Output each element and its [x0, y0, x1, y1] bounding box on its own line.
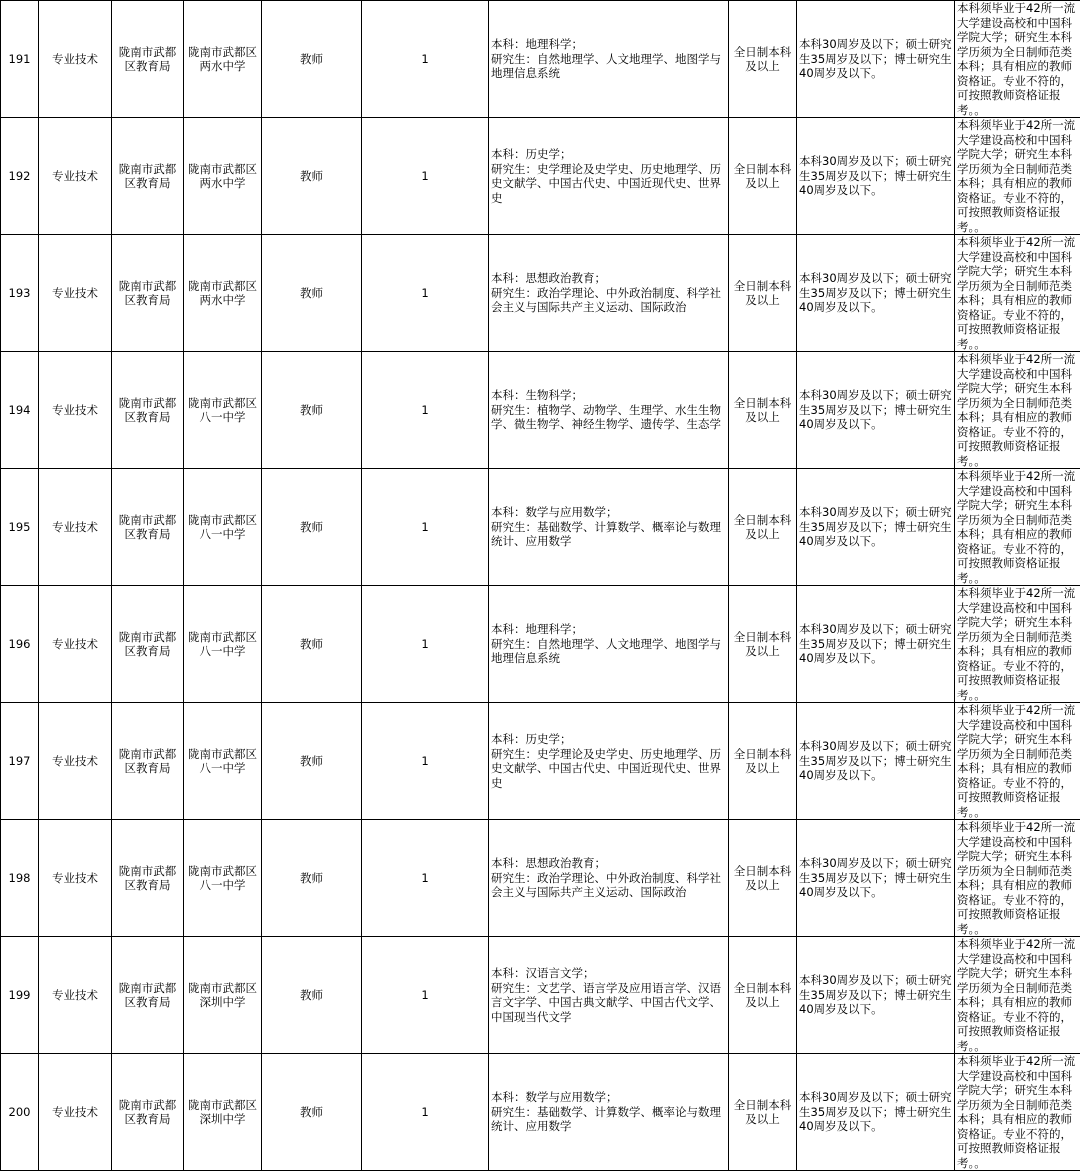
cell-count [362, 703, 489, 820]
cell-education-text: 全日制本科及以上 [734, 396, 792, 425]
cell-major [489, 586, 729, 703]
cell-count-text: 1 [421, 1105, 428, 1119]
cell-education-text: 全日制本科及以上 [734, 630, 792, 659]
cell-education [729, 352, 797, 469]
cell-category-text: 专业技术 [52, 52, 98, 66]
cell-major [489, 352, 729, 469]
cell-unit [184, 469, 262, 586]
cell-remark-text: 本科须毕业于42所一流大学建设高校和中国科学院大学；研究生本科学历须为全日制师范类本科；具有相应的教师资格证。专业不符的，可按照教师资格证报考。。 [957, 820, 1075, 936]
cell-unit [184, 937, 262, 1054]
cell-count [362, 352, 489, 469]
cell-category-text: 专业技术 [52, 169, 98, 183]
cell-remark-text: 本科须毕业于42所一流大学建设高校和中国科学院大学；研究生本科学历须为全日制师范类本科；具有相应的教师资格证。专业不符的，可按照教师资格证报考。。 [957, 1, 1075, 117]
cell-position-text: 教师 [300, 1105, 323, 1119]
cell-major [489, 937, 729, 1054]
cell-remark [955, 469, 1080, 586]
cell-department-text: 陇南市武都区教育局 [119, 864, 177, 893]
cell-unit-text: 陇南市武都区深圳中学 [188, 981, 257, 1010]
cell-count-text: 1 [421, 754, 428, 768]
cell-number-text: 192 [9, 169, 31, 183]
cell-unit-text: 陇南市武都区两水中学 [188, 45, 257, 74]
table-row [1, 1054, 1080, 1171]
cell-category-text: 专业技术 [52, 1105, 98, 1119]
cell-category [39, 235, 112, 352]
cell-age-text: 本科30周岁及以下；硕士研究生35周岁及以下；博士研究生40周岁及以下。 [799, 154, 952, 197]
cell-category-text: 专业技术 [52, 754, 98, 768]
cell-education [729, 937, 797, 1054]
cell-major-text: 本科：地理科学； 研究生：自然地理学、人文地理学、地图学与地理信息系统 [491, 37, 721, 80]
cell-unit-text: 陇南市武都区八一中学 [188, 630, 257, 659]
cell-position [262, 937, 362, 1054]
cell-age [797, 586, 955, 703]
cell-number-text: 200 [9, 1105, 31, 1119]
cell-count-text: 1 [421, 871, 428, 885]
cell-unit-text: 陇南市武都区八一中学 [188, 396, 257, 425]
cell-education-text: 全日制本科及以上 [734, 279, 792, 308]
cell-position [262, 469, 362, 586]
cell-position-text: 教师 [300, 286, 323, 300]
table-row [1, 469, 1080, 586]
cell-number [1, 469, 39, 586]
cell-education [729, 469, 797, 586]
cell-count-text: 1 [421, 52, 428, 66]
cell-major-text: 本科：历史学； 研究生：史学理论及史学史、历史地理学、历史文献学、中国古代史、中国近现代史、世界史 [491, 732, 721, 790]
cell-major-text: 本科：历史学； 研究生：史学理论及史学史、历史地理学、历史文献学、中国古代史、中国近现代史、世界史 [491, 147, 721, 205]
cell-remark [955, 235, 1080, 352]
cell-department-text: 陇南市武都区教育局 [119, 747, 177, 776]
cell-unit [184, 703, 262, 820]
cell-education [729, 118, 797, 235]
cell-department [112, 1054, 184, 1171]
cell-age [797, 352, 955, 469]
cell-department [112, 586, 184, 703]
cell-age [797, 118, 955, 235]
cell-unit-text: 陇南市武都区深圳中学 [188, 1098, 257, 1127]
cell-age-text: 本科30周岁及以下；硕士研究生35周岁及以下；博士研究生40周岁及以下。 [799, 1090, 952, 1133]
cell-count-text: 1 [421, 169, 428, 183]
cell-age [797, 1054, 955, 1171]
cell-department [112, 820, 184, 937]
cell-major-text: 本科：生物科学； 研究生：植物学、动物学、生理学、水生生物学、微生物学、神经生物学、遗传学、生态学 [491, 388, 721, 431]
cell-position-text: 教师 [300, 988, 323, 1002]
cell-department-text: 陇南市武都区教育局 [119, 513, 177, 542]
cell-age [797, 820, 955, 937]
cell-department [112, 469, 184, 586]
cell-number [1, 1054, 39, 1171]
cell-number [1, 703, 39, 820]
cell-department-text: 陇南市武都区教育局 [119, 162, 177, 191]
cell-category [39, 1, 112, 118]
cell-remark-text: 本科须毕业于42所一流大学建设高校和中国科学院大学；研究生本科学历须为全日制师范类本科；具有相应的教师资格证。专业不符的，可按照教师资格证报考。。 [957, 586, 1075, 702]
cell-position [262, 118, 362, 235]
cell-position [262, 586, 362, 703]
table-row [1, 352, 1080, 469]
cell-category [39, 469, 112, 586]
table-row [1, 1, 1080, 118]
cell-age-text: 本科30周岁及以下；硕士研究生35周岁及以下；博士研究生40周岁及以下。 [799, 622, 952, 665]
cell-major-text: 本科：思想政治教育； 研究生：政治学理论、中外政治制度、科学社会主义与国际共产主义运动、国际政治 [491, 271, 721, 314]
cell-category-text: 专业技术 [52, 871, 98, 885]
cell-unit-text: 陇南市武都区两水中学 [188, 279, 257, 308]
cell-position-text: 教师 [300, 520, 323, 534]
cell-position-text: 教师 [300, 871, 323, 885]
cell-number [1, 937, 39, 1054]
cell-department [112, 235, 184, 352]
cell-number-text: 197 [9, 754, 31, 768]
cell-position-text: 教师 [300, 754, 323, 768]
cell-department [112, 118, 184, 235]
cell-category-text: 专业技术 [52, 286, 98, 300]
cell-age [797, 703, 955, 820]
cell-position-text: 教师 [300, 403, 323, 417]
cell-position [262, 1054, 362, 1171]
cell-major-text: 本科：地理科学； 研究生：自然地理学、人文地理学、地图学与地理信息系统 [491, 622, 721, 665]
table-row [1, 586, 1080, 703]
cell-major [489, 820, 729, 937]
cell-unit-text: 陇南市武都区八一中学 [188, 747, 257, 776]
cell-number [1, 1, 39, 118]
cell-unit-text: 陇南市武都区八一中学 [188, 864, 257, 893]
table-row [1, 703, 1080, 820]
cell-count [362, 469, 489, 586]
cell-education-text: 全日制本科及以上 [734, 45, 792, 74]
cell-number-text: 195 [9, 520, 31, 534]
cell-position-text: 教师 [300, 169, 323, 183]
cell-education [729, 235, 797, 352]
cell-major-text: 本科：汉语言文学； 研究生：文艺学、语言学及应用语言学、汉语言文字学、中国古典文献学、中国古代文学、中国现当代文学 [491, 966, 721, 1024]
cell-remark-text: 本科须毕业于42所一流大学建设高校和中国科学院大学；研究生本科学历须为全日制师范类本科；具有相应的教师资格证。专业不符的，可按照教师资格证报考。。 [957, 1054, 1075, 1170]
cell-unit [184, 118, 262, 235]
cell-number [1, 820, 39, 937]
cell-remark [955, 820, 1080, 937]
cell-department-text: 陇南市武都区教育局 [119, 279, 177, 308]
cell-count [362, 937, 489, 1054]
table-body [1, 1, 1080, 1171]
cell-department-text: 陇南市武都区教育局 [119, 396, 177, 425]
cell-department-text: 陇南市武都区教育局 [119, 1098, 177, 1127]
cell-unit-text: 陇南市武都区八一中学 [188, 513, 257, 542]
cell-major [489, 235, 729, 352]
cell-remark [955, 703, 1080, 820]
cell-category [39, 352, 112, 469]
cell-education-text: 全日制本科及以上 [734, 981, 792, 1010]
cell-number-text: 198 [9, 871, 31, 885]
cell-count [362, 118, 489, 235]
cell-education-text: 全日制本科及以上 [734, 747, 792, 776]
cell-number [1, 235, 39, 352]
cell-category [39, 937, 112, 1054]
cell-position-text: 教师 [300, 637, 323, 651]
cell-remark-text: 本科须毕业于42所一流大学建设高校和中国科学院大学；研究生本科学历须为全日制师范类本科；具有相应的教师资格证。专业不符的，可按照教师资格证报考。。 [957, 352, 1075, 468]
cell-category-text: 专业技术 [52, 988, 98, 1002]
cell-age [797, 235, 955, 352]
cell-count [362, 586, 489, 703]
cell-unit [184, 1, 262, 118]
cell-age-text: 本科30周岁及以下；硕士研究生35周岁及以下；博士研究生40周岁及以下。 [799, 739, 952, 782]
cell-count-text: 1 [421, 520, 428, 534]
cell-category [39, 1054, 112, 1171]
cell-number-text: 196 [9, 637, 31, 651]
table-row [1, 235, 1080, 352]
cell-department [112, 937, 184, 1054]
cell-category [39, 118, 112, 235]
cell-remark-text: 本科须毕业于42所一流大学建设高校和中国科学院大学；研究生本科学历须为全日制师范类本科；具有相应的教师资格证。专业不符的，可按照教师资格证报考。。 [957, 937, 1075, 1053]
cell-position [262, 820, 362, 937]
cell-category [39, 703, 112, 820]
cell-position [262, 1, 362, 118]
cell-remark [955, 352, 1080, 469]
cell-education-text: 全日制本科及以上 [734, 162, 792, 191]
cell-department [112, 1, 184, 118]
cell-remark [955, 586, 1080, 703]
cell-remark-text: 本科须毕业于42所一流大学建设高校和中国科学院大学；研究生本科学历须为全日制师范类本科；具有相应的教师资格证。专业不符的，可按照教师资格证报考。。 [957, 235, 1075, 351]
cell-number [1, 352, 39, 469]
cell-department [112, 703, 184, 820]
cell-count-text: 1 [421, 988, 428, 1002]
cell-remark-text: 本科须毕业于42所一流大学建设高校和中国科学院大学；研究生本科学历须为全日制师范类本科；具有相应的教师资格证。专业不符的，可按照教师资格证报考。。 [957, 118, 1075, 234]
cell-major [489, 1, 729, 118]
cell-major-text: 本科：思想政治教育； 研究生：政治学理论、中外政治制度、科学社会主义与国际共产主义运动、国际政治 [491, 856, 721, 899]
cell-unit-text: 陇南市武都区两水中学 [188, 162, 257, 191]
cell-major [489, 1054, 729, 1171]
cell-category-text: 专业技术 [52, 403, 98, 417]
cell-education [729, 1054, 797, 1171]
cell-number-text: 199 [9, 988, 31, 1002]
cell-category [39, 586, 112, 703]
cell-age-text: 本科30周岁及以下；硕士研究生35周岁及以下；博士研究生40周岁及以下。 [799, 973, 952, 1016]
cell-position [262, 352, 362, 469]
cell-unit [184, 1054, 262, 1171]
cell-education [729, 586, 797, 703]
cell-category-text: 专业技术 [52, 520, 98, 534]
cell-count-text: 1 [421, 403, 428, 417]
cell-number [1, 118, 39, 235]
cell-education [729, 1, 797, 118]
cell-department-text: 陇南市武都区教育局 [119, 45, 177, 74]
cell-category [39, 820, 112, 937]
cell-remark-text: 本科须毕业于42所一流大学建设高校和中国科学院大学；研究生本科学历须为全日制师范类本科；具有相应的教师资格证。专业不符的，可按照教师资格证报考。。 [957, 469, 1075, 585]
cell-number-text: 193 [9, 286, 31, 300]
cell-education [729, 703, 797, 820]
cell-unit [184, 235, 262, 352]
cell-position [262, 235, 362, 352]
cell-major [489, 469, 729, 586]
cell-remark-text: 本科须毕业于42所一流大学建设高校和中国科学院大学；研究生本科学历须为全日制师范类本科；具有相应的教师资格证。专业不符的，可按照教师资格证报考。。 [957, 703, 1075, 819]
cell-count [362, 1, 489, 118]
cell-remark [955, 937, 1080, 1054]
cell-position [262, 703, 362, 820]
cell-unit [184, 586, 262, 703]
cell-age-text: 本科30周岁及以下；硕士研究生35周岁及以下；博士研究生40周岁及以下。 [799, 856, 952, 899]
cell-age-text: 本科30周岁及以下；硕士研究生35周岁及以下；博士研究生40周岁及以下。 [799, 388, 952, 431]
cell-count-text: 1 [421, 637, 428, 651]
table-row [1, 820, 1080, 937]
cell-age [797, 937, 955, 1054]
cell-remark [955, 1054, 1080, 1171]
cell-department-text: 陇南市武都区教育局 [119, 630, 177, 659]
cell-major-text: 本科：数学与应用数学； 研究生：基础数学、计算数学、概率论与数理统计、应用数学 [491, 505, 721, 548]
cell-major [489, 703, 729, 820]
cell-age [797, 1, 955, 118]
cell-category-text: 专业技术 [52, 637, 98, 651]
cell-age [797, 469, 955, 586]
cell-count [362, 235, 489, 352]
cell-number [1, 586, 39, 703]
cell-position-text: 教师 [300, 52, 323, 66]
cell-number-text: 194 [9, 403, 31, 417]
cell-education [729, 820, 797, 937]
cell-education-text: 全日制本科及以上 [734, 513, 792, 542]
cell-count [362, 820, 489, 937]
cell-age-text: 本科30周岁及以下；硕士研究生35周岁及以下；博士研究生40周岁及以下。 [799, 37, 952, 80]
cell-department-text: 陇南市武都区教育局 [119, 981, 177, 1010]
table-row [1, 118, 1080, 235]
cell-education-text: 全日制本科及以上 [734, 864, 792, 893]
cell-remark [955, 1, 1080, 118]
cell-age-text: 本科30周岁及以下；硕士研究生35周岁及以下；博士研究生40周岁及以下。 [799, 271, 952, 314]
cell-number-text: 191 [9, 52, 31, 66]
cell-major [489, 118, 729, 235]
cell-count [362, 1054, 489, 1171]
cell-education-text: 全日制本科及以上 [734, 1098, 792, 1127]
cell-unit [184, 820, 262, 937]
cell-unit [184, 352, 262, 469]
cell-age-text: 本科30周岁及以下；硕士研究生35周岁及以下；博士研究生40周岁及以下。 [799, 505, 952, 548]
cell-remark [955, 118, 1080, 235]
cell-department [112, 352, 184, 469]
cell-major-text: 本科：数学与应用数学； 研究生：基础数学、计算数学、概率论与数理统计、应用数学 [491, 1090, 721, 1133]
table-row [1, 937, 1080, 1054]
cell-count-text: 1 [421, 286, 428, 300]
